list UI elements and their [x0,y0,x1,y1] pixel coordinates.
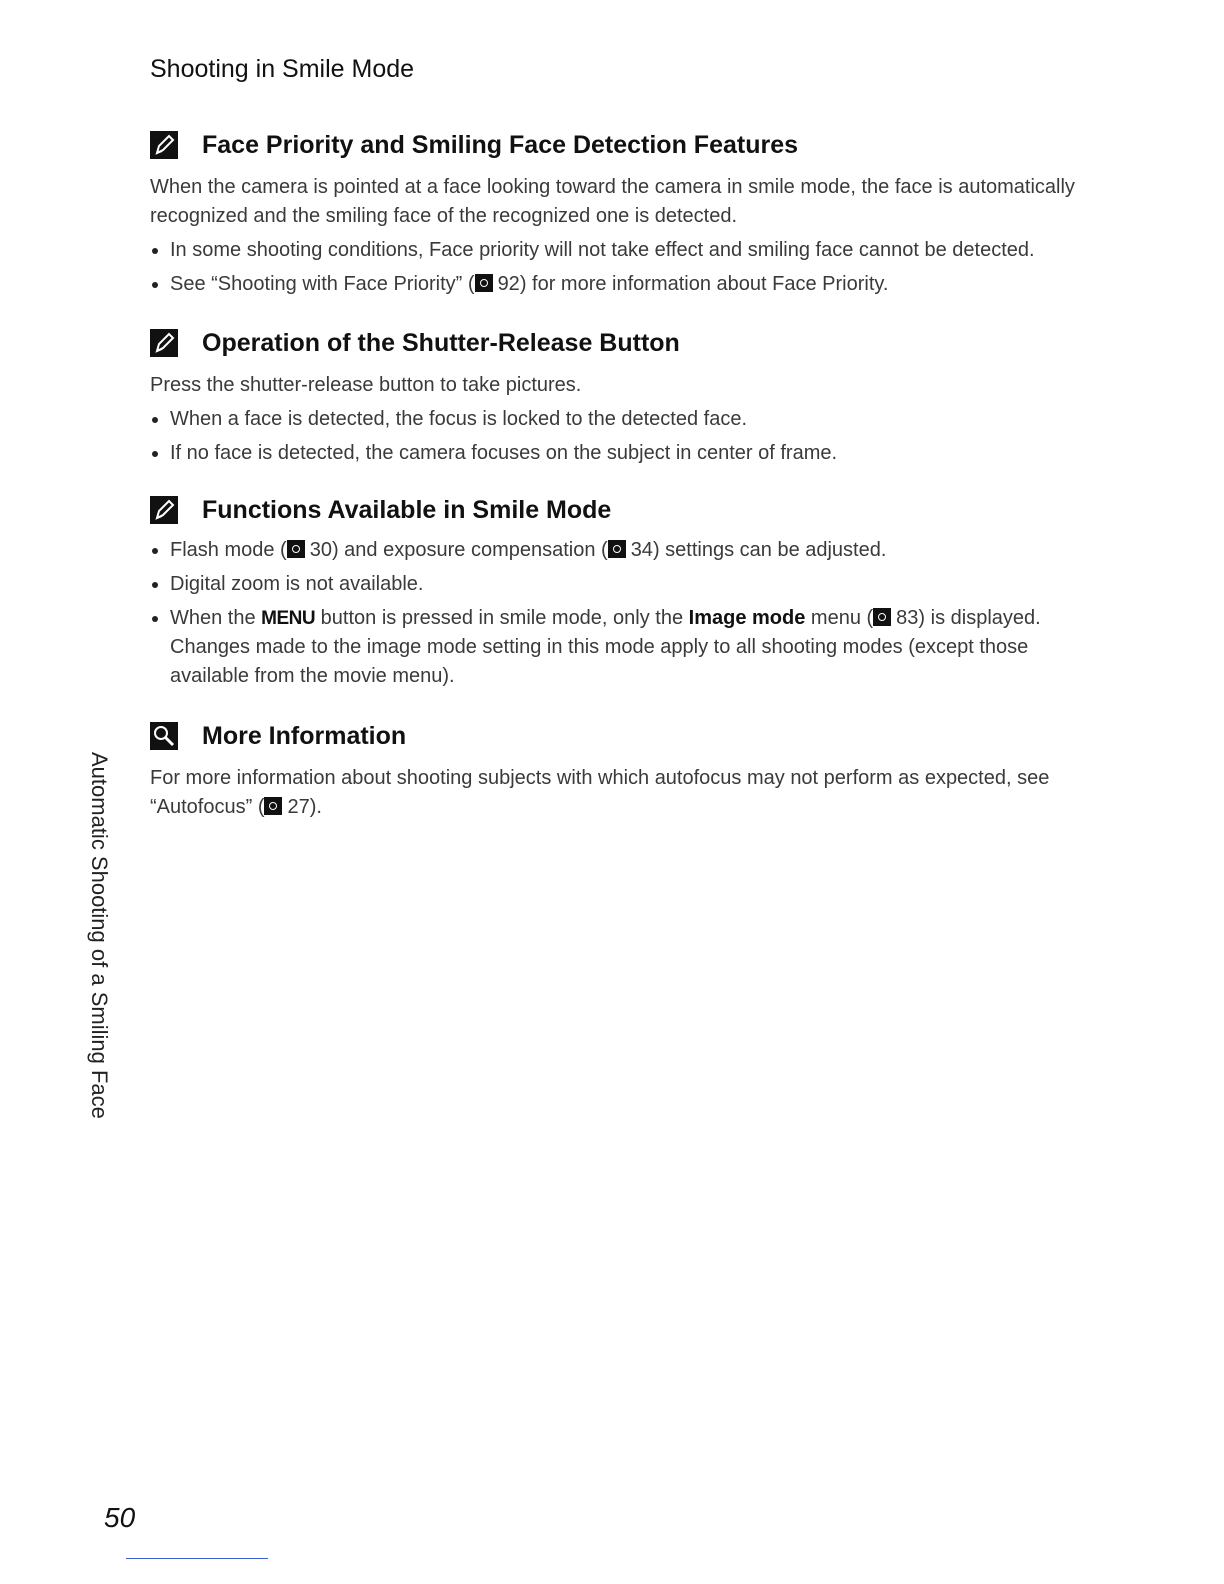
list-item: Flash mode ( 30) and exposure compensation ( 34) settings can be adjusted. [150,536,1110,565]
footer-rule [126,1558,268,1559]
image-mode-label: Image mode [688,607,806,629]
bullet-list [150,236,1110,299]
bullet-list [150,405,1110,468]
section-heading [150,325,1110,361]
page-reference-icon [608,540,626,558]
page-reference[interactable]: 83 [896,607,919,629]
list-item: When the MENU button is pressed in smile mode, only the Image mode menu ( 83) is displayed. Changes made to the image mode setting in this mode apply to all shooting modes (except those available from the movie menu). [150,604,1110,691]
section-paragraph: For more information about shooting subjects with which autofocus may not perform as expected, see “Autofocus” ( 27). [150,767,1050,818]
section-heading [150,492,1110,528]
section-functions-available [150,492,1110,691]
pencil-note-icon [150,131,178,159]
side-tab-label: Automatic Shooting of a Smiling Face [87,752,112,1119]
side-tab [82,752,122,1132]
section-title: Face Priority and Smiling Face Detection Features [202,130,799,159]
page-reference-icon [475,274,493,292]
page-number: 50 [104,1502,136,1533]
bullet-list [150,536,1110,691]
list-item: Digital zoom is not available. [150,570,1110,599]
section-title: More Information [202,721,407,750]
section-heading [150,718,1110,754]
page-reference[interactable]: 34 [630,539,653,561]
menu-button-label: MENU [261,608,316,629]
page-reference[interactable]: 27 [287,796,310,818]
list-item: See “Shooting with Face Priority” ( 92) for more information about Face Priority. [150,270,1110,299]
page-reference[interactable]: 92 [497,273,520,295]
section-title: Functions Available in Smile Mode [202,495,612,524]
page-reference-icon [287,540,305,558]
list-item: In some shooting conditions, Face priority will not take effect and smiling face cannot be detected. [150,236,1110,265]
page-reference-icon [264,797,282,815]
section-more-information [150,718,1110,822]
page-reference-icon [873,608,891,626]
section-heading [150,127,1110,163]
list-item: When a face is detected, the focus is locked to the detected face. [150,405,1110,434]
section-title: Operation of the Shutter-Release Button [202,328,680,357]
section-paragraph: Press the shutter-release button to take pictures. [150,374,582,396]
running-head: Shooting in Smile Mode [150,55,415,83]
magnifier-info-icon [150,722,178,750]
section-shutter-release [150,325,1110,468]
section-face-priority [150,127,1110,299]
list-item: If no face is detected, the camera focuses on the subject in center of frame. [150,439,1110,468]
pencil-note-icon [150,496,178,524]
pencil-note-icon [150,329,178,357]
page-reference[interactable]: 30 [309,539,332,561]
section-paragraph: When the camera is pointed at a face looking toward the camera in smile mode, the face is automatically recognized and the smiling face of the recognized one is detected. [150,176,1075,227]
